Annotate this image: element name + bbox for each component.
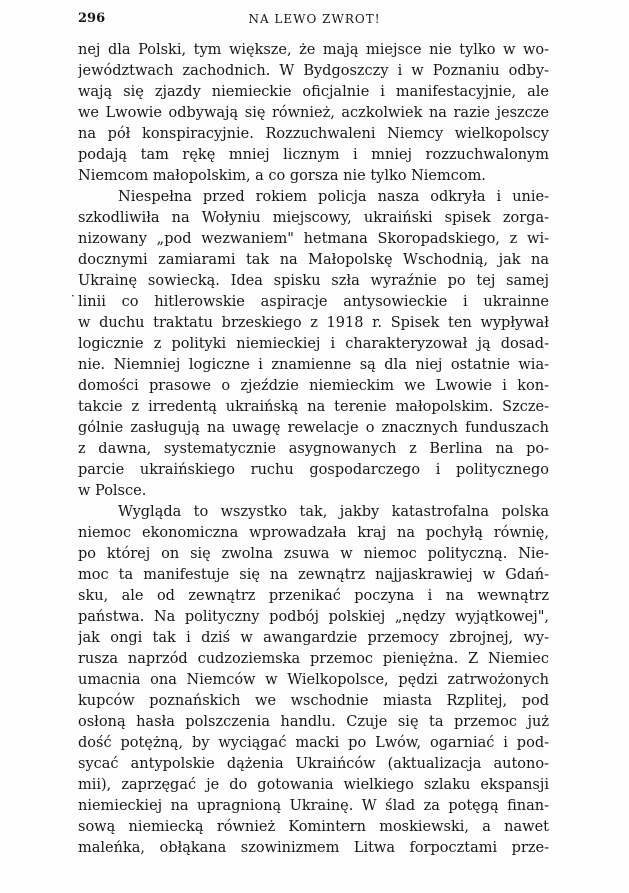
text-line: państwa. Na polityczny podbój polskiej „nędzy wyjątkowej", xyxy=(78,609,549,625)
text-line: takcie z irredentą ukraińską na terenie małopolskim. Szcze- xyxy=(78,399,549,415)
text-line: wają się zjazdy niemieckie oficjalnie i manifestacyjnie, ale xyxy=(78,84,549,100)
text-line: w duchu traktatu brzeskiego z 1918 r. Spisek ten wypływał xyxy=(78,315,549,331)
page-number: 296 xyxy=(78,11,106,26)
text-line: domości prasowe o zjeździe niemieckim we Lwowie i kon- xyxy=(78,378,549,394)
text-line: parcie ukraińskiego ruchu gospodarczego i politycznego xyxy=(78,462,549,478)
text-line: moc ta manifestuje się na zewnątrz najjaskrawiej w Gdań- xyxy=(78,567,549,583)
text-line: mii), zaprzęgać je do gotowania wielkiego szlaku ekspansji xyxy=(78,777,549,793)
text-line: w Polsce. xyxy=(78,483,147,499)
text-line: szkodliwiła na Wołyniu miejscowy, ukraiński spisek zorga- xyxy=(78,210,549,226)
text-line: kupców poznańskich we wschodnie miasta Rzplitej, pod xyxy=(78,693,549,709)
text-line: maleńka, obłąkana szowinizmem Litwa forpocztami prze- xyxy=(78,840,549,856)
text-line: Wygląda to wszystko tak, jakby katastrofalna polska xyxy=(118,504,549,520)
running-title: NA LEWO ZWROT! xyxy=(248,12,381,26)
text-line: dość potężną, by wyciągać macki po Lwów, ogarniać i pod- xyxy=(78,735,549,751)
text-line: z dawna, systematycznie asygnowanych z Berlina na po- xyxy=(78,441,549,457)
text-line: nie. Niemniej logiczne i znamienne są dla niej ostatnie wia- xyxy=(78,357,549,373)
body-text xyxy=(78,40,549,859)
text-line: nej dla Polski, tym większe, że mają miejsce nie tylko w wo- xyxy=(78,42,549,58)
text-line: logicznie z polityki niemieckiej i charakteryzował ją dosad- xyxy=(78,336,549,352)
text-line: linii co hitlerowskie aspiracje antysowieckie i ukrainne xyxy=(78,294,549,310)
text-line: niemoc ekonomiczna wprowadzała kraj na pochyłą równię, xyxy=(78,525,549,541)
text-line: jak ongi tak i dziś w awangardzie przemocy zbrojnej, wy- xyxy=(78,630,549,646)
text-line: Niemcom małopolskim, a co gorsza nie tylko Niemcom. xyxy=(78,168,486,184)
text-line: Niespełna przed rokiem policja nasza odkryła i unie- xyxy=(118,189,549,205)
text-line: podają tam rękę mniej licznym i mniej rozzuchwalonym xyxy=(78,147,549,163)
text-line: gólnie zasługują na uwagę rewelacje o znacznych funduszach xyxy=(78,420,549,436)
text-line: sycać antypolskie dążenia Ukraińców (aktualizacja autono- xyxy=(78,756,549,772)
text-line: niemieckiej na upragnioną Ukrainę. W ślad za potęgą finan- xyxy=(78,798,549,814)
margin-dot: · xyxy=(71,289,75,303)
text-line: umacnia ona Niemców w Wielkopolsce, pędzi zatrwożonych xyxy=(78,672,549,688)
text-line: sku, ale od zewnątrz przenikać poczyna i na wewnątrz xyxy=(78,588,549,604)
text-line: we Lwowie odbywają się również, aczkolwiek na razie jeszcze xyxy=(78,105,549,121)
text-line: docznymi zamiarami tak na Małopolskę Wschodnią, jak na xyxy=(78,252,549,268)
text-line: nizowany „pod wezwaniem" hetmana Skoropadskiego, z wi- xyxy=(78,231,549,247)
text-line: na pół konspiracyjnie. Rozzuchwaleni Niemcy wielkopolscy xyxy=(78,126,549,142)
text-line: rusza naprzód cudzoziemska przemoc pieniężna. Z Niemiec xyxy=(78,651,549,667)
text-line: jewództwach zachodnich. W Bydgoszczy i w Poznaniu odby- xyxy=(78,63,549,79)
text-line: Ukrainę sowiecką. Idea spisku szła wyraźnie po tej samej xyxy=(78,273,549,289)
text-line: po której on się zwolna zsuwa w niemoc polityczną. Nie- xyxy=(78,546,549,562)
text-line: osłoną hasła polszczenia handlu. Czuje się ta przemoc już xyxy=(78,714,549,730)
text-line: sową niemiecką również Komintern moskiewski, a nawet xyxy=(78,819,549,835)
